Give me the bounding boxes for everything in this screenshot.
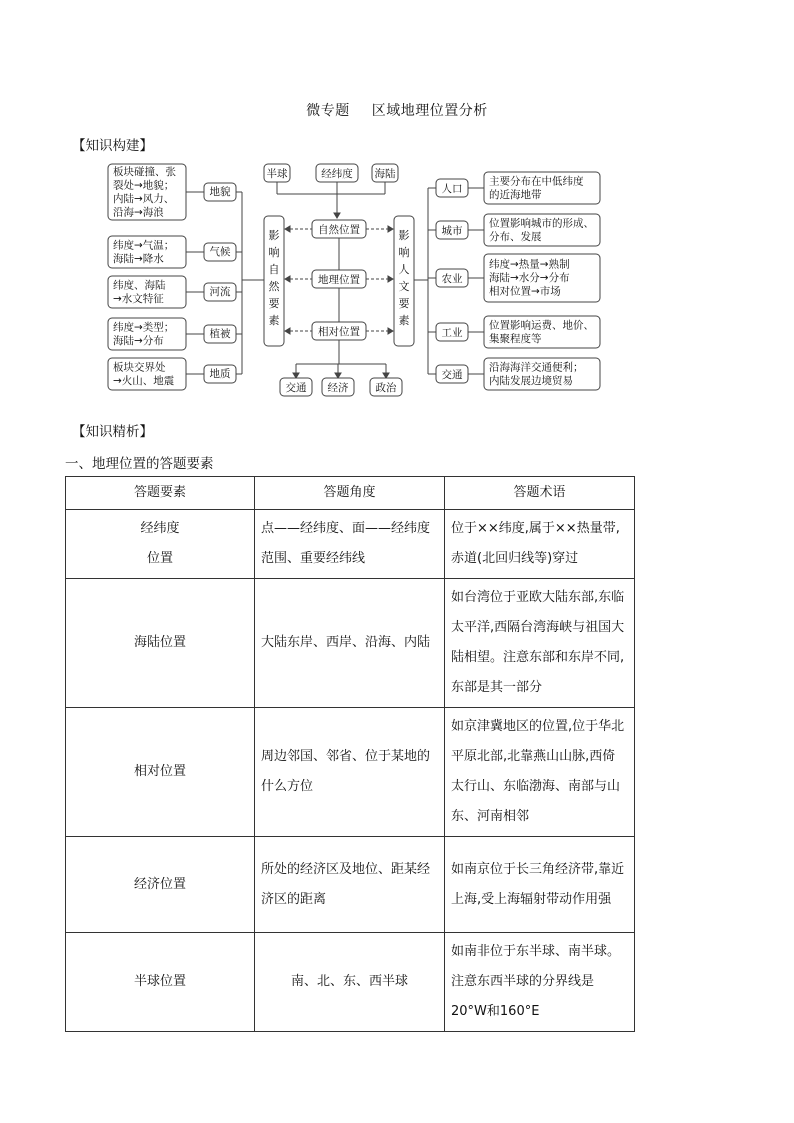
human-factors-char: 影 <box>398 229 410 242</box>
right-detail-text: 海陆→水分→分布 <box>489 272 570 284</box>
left-detail-text: 纬度、海陆 <box>113 279 166 292</box>
arrow-head <box>335 373 341 378</box>
arrow-head <box>285 328 290 334</box>
left-detail-text: 裂处→地貌； <box>113 179 175 192</box>
bottom-box-text: 经济 <box>327 382 349 394</box>
arrow-head <box>334 213 340 218</box>
table-row <box>66 837 635 933</box>
cell-term: 如京津冀地区的位置,位于华北平原北部,北靠燕山山脉,西倚太行山、东临渤海、南部与山东、河南相邻 <box>445 708 635 837</box>
arrow-head <box>293 373 299 378</box>
arrow-head <box>285 226 290 232</box>
right-detail-text: 位置影响城市的形成、 <box>489 217 594 230</box>
right-detail-text: 位置影响运费、地价、 <box>489 319 594 332</box>
right-label-text: 人口 <box>441 183 463 195</box>
arrow-head <box>388 328 393 334</box>
cell-angle: 所处的经济区及地位、距某经济区的距离 <box>255 837 445 933</box>
left-detail-text: →火山、地震 <box>113 374 175 387</box>
cell-element: 半球位置 <box>66 933 255 1032</box>
right-label-text: 交通 <box>441 369 463 381</box>
table-row <box>66 708 635 837</box>
human-factors-char: 响 <box>398 246 410 259</box>
right-detail-text: 内陆发展边境贸易 <box>489 374 573 387</box>
natural-factors-char: 要 <box>268 297 280 310</box>
cell-element: 海陆位置 <box>66 579 255 708</box>
right-detail-text: 的近海地带 <box>489 188 542 201</box>
arrow-head <box>388 226 393 232</box>
cell-element: 经纬度 位置 <box>66 510 255 579</box>
cell-angle: 周边邻国、邻省、位于某地的什么方位 <box>255 708 445 837</box>
cell-element: 相对位置 <box>66 708 255 837</box>
natural-factors-char: 然 <box>268 280 280 293</box>
left-detail-text: 内陆→风力、 <box>113 192 175 205</box>
cell-angle: 大陆东岸、西岸、沿海、内陆 <box>255 579 445 708</box>
bottom-box-text: 交通 <box>285 382 307 394</box>
section-subtitle: 一、地理位置的答题要素 <box>65 456 214 472</box>
natural-factors-char: 自 <box>268 263 280 276</box>
center-box-text: 地理位置 <box>318 274 360 286</box>
section-knowledge-analysis: 【知识精析】 <box>72 424 153 440</box>
arrow-head <box>388 276 393 282</box>
bottom-box-text: 政治 <box>375 382 397 394</box>
table-row <box>66 510 635 579</box>
natural-factors-char: 影 <box>268 229 280 242</box>
right-label-text: 工业 <box>441 327 463 339</box>
page-title <box>0 100 794 120</box>
table-row <box>66 579 635 708</box>
right-detail-text: 沿海海洋交通便利； <box>489 361 584 374</box>
left-label-text: 地质 <box>209 368 231 380</box>
right-detail-text: 主要分布在中低纬度 <box>489 175 584 188</box>
human-factors-char: 素 <box>398 314 410 327</box>
left-label-text: 气候 <box>209 246 231 258</box>
top-box-text: 海陆 <box>374 168 396 180</box>
right-detail-text: 集聚程度等 <box>489 332 542 345</box>
cell-angle: 南、北、东、西半球 <box>255 933 445 1032</box>
knowledge-structure-diagram <box>100 158 620 400</box>
left-detail-text: 海陆→分布 <box>113 334 164 347</box>
right-label-text: 城市 <box>441 225 463 237</box>
table-header-row <box>66 477 635 510</box>
natural-factors-char: 素 <box>268 314 280 327</box>
left-detail-text: →水文特征 <box>113 292 164 305</box>
col-header-term: 答题术语 <box>445 477 635 510</box>
arrow-head <box>285 276 290 282</box>
left-label-text: 河流 <box>209 286 231 298</box>
left-detail-text: 板块碰撞、张 <box>113 165 176 178</box>
right-detail-text: 纬度→热量→熟制 <box>489 258 570 271</box>
arrow-head <box>383 373 389 378</box>
col-header-element: 答题要素 <box>66 477 255 510</box>
top-box-text: 半球 <box>266 168 288 180</box>
human-factors-char: 人 <box>398 263 410 276</box>
left-label-text: 植被 <box>209 328 231 340</box>
left-detail-text: 纬度→气温； <box>113 239 175 252</box>
left-label-text: 地貌 <box>209 186 231 198</box>
natural-factors-char: 响 <box>268 246 280 259</box>
section-knowledge-build: 【知识构建】 <box>72 138 153 154</box>
human-factors-char: 文 <box>398 280 410 293</box>
cell-term: 位于××纬度,属于××热量带,赤道(北回归线等)穿过 <box>445 510 635 579</box>
cell-term: 如南京位于长三角经济带,靠近上海,受上海辐射带动作用强 <box>445 837 635 933</box>
cell-angle: 点——经纬度、面——经纬度范围、重要经纬线 <box>255 510 445 579</box>
human-factors-char: 要 <box>398 297 410 310</box>
left-detail-text: 纬度→类型； <box>113 321 175 334</box>
title-main: 区域地理位置分析 <box>371 103 488 119</box>
center-box-text: 相对位置 <box>318 326 360 338</box>
right-detail-text: 相对位置→市场 <box>489 285 561 298</box>
right-label-text: 农业 <box>441 273 463 285</box>
left-detail-text: 海陆→降水 <box>113 252 164 265</box>
left-detail-text: 板块交界处 <box>113 361 166 374</box>
cell-term: 如南非位于东半球、南半球。注意东西半球的分界线是 20°W和160°E <box>445 933 635 1032</box>
col-header-angle: 答题角度 <box>255 477 445 510</box>
title-prefix: 微专题 <box>306 103 350 119</box>
left-detail-text: 沿海→海浪 <box>113 206 164 219</box>
cell-term: 如台湾位于亚欧大陆东部,东临太平洋,西隔台湾海峡与祖国大陆相望。注意东部和东岸不同,东部是其一部分 <box>445 579 635 708</box>
answer-elements-table <box>65 476 635 1032</box>
right-detail-text: 分布、发展 <box>489 230 542 243</box>
cell-element: 经济位置 <box>66 837 255 933</box>
table-row <box>66 933 635 1032</box>
center-box-text: 自然位置 <box>318 224 360 236</box>
top-box-text: 经纬度 <box>321 168 353 180</box>
